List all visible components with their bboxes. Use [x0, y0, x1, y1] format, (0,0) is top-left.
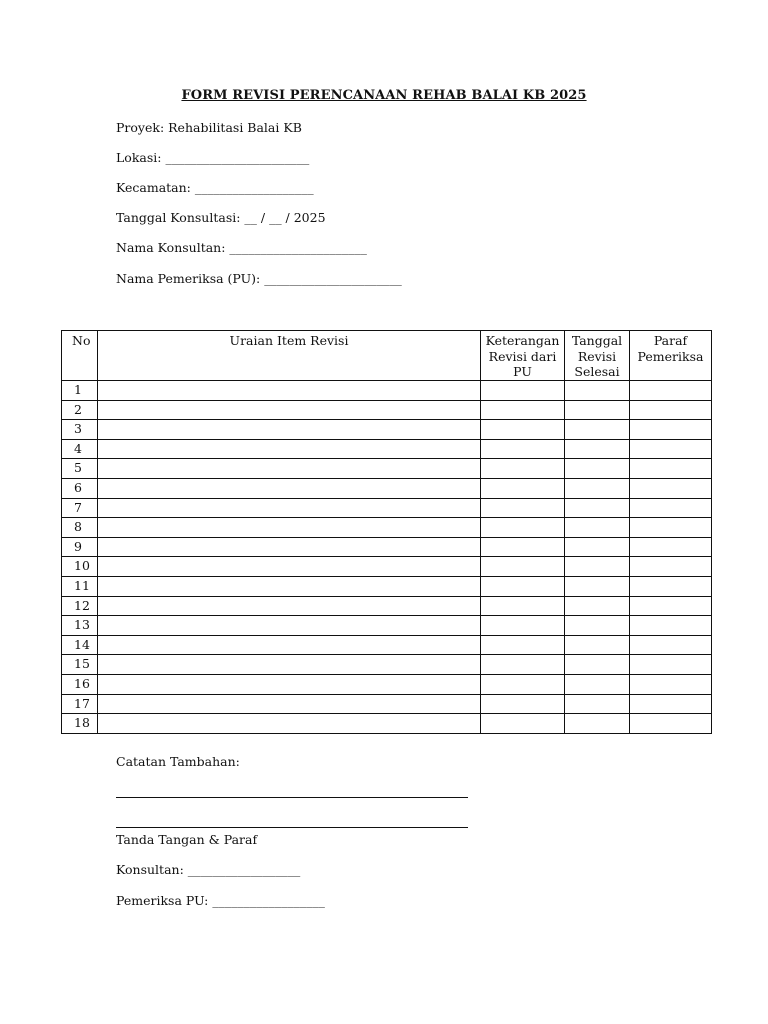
- uraian-cell[interactable]: [98, 478, 481, 498]
- catatan-line-1[interactable]: [116, 797, 468, 798]
- keterangan-cell[interactable]: [481, 694, 565, 714]
- paraf-cell[interactable]: [630, 576, 712, 596]
- uraian-cell[interactable]: [98, 714, 481, 734]
- header-keterangan: Keterangan Revisi dari PU: [481, 331, 565, 381]
- uraian-cell[interactable]: [98, 381, 481, 401]
- row-number-cell: 11: [62, 576, 98, 596]
- tanggal-cell[interactable]: [565, 714, 630, 734]
- paraf-cell[interactable]: [630, 674, 712, 694]
- keterangan-cell[interactable]: [481, 478, 565, 498]
- keterangan-cell[interactable]: [481, 655, 565, 675]
- header-uraian: Uraian Item Revisi: [98, 331, 481, 381]
- header-no: No: [62, 331, 98, 381]
- field-nama-pemeriksa: Nama Pemeriksa (PU): ______________________: [116, 271, 402, 286]
- catatan-label: Catatan Tambahan:: [116, 754, 240, 769]
- table-row: [62, 714, 712, 734]
- row-number-cell: 12: [62, 596, 98, 616]
- row-number-cell: 6: [62, 478, 98, 498]
- keterangan-cell[interactable]: [481, 557, 565, 577]
- paraf-cell[interactable]: [630, 714, 712, 734]
- table-row: [62, 381, 712, 401]
- paraf-cell[interactable]: [630, 694, 712, 714]
- keterangan-cell[interactable]: [481, 714, 565, 734]
- table-row: [62, 694, 712, 714]
- keterangan-cell[interactable]: [481, 596, 565, 616]
- table-row: [62, 400, 712, 420]
- row-number-cell: 1: [62, 381, 98, 401]
- paraf-cell[interactable]: [630, 518, 712, 538]
- row-number-cell: 9: [62, 537, 98, 557]
- paraf-cell[interactable]: [630, 616, 712, 636]
- row-number-cell: 13: [62, 616, 98, 636]
- header-tanggal: Tanggal Revisi Selesai: [565, 331, 630, 381]
- paraf-cell[interactable]: [630, 381, 712, 401]
- row-number-cell: 14: [62, 635, 98, 655]
- uraian-cell[interactable]: [98, 459, 481, 479]
- form-title: FORM REVISI PERENCANAAN REHAB BALAI KB 2025: [181, 88, 587, 103]
- uraian-cell[interactable]: [98, 557, 481, 577]
- keterangan-cell[interactable]: [481, 498, 565, 518]
- uraian-cell[interactable]: [98, 498, 481, 518]
- keterangan-cell[interactable]: [481, 537, 565, 557]
- field-pemeriksa-pu-signature: Pemeriksa PU: __________________: [116, 893, 325, 908]
- paraf-cell[interactable]: [630, 655, 712, 675]
- row-number-cell: 15: [62, 655, 98, 675]
- row-number-cell: 7: [62, 498, 98, 518]
- row-number-cell: 18: [62, 714, 98, 734]
- field-proyek: Proyek: Rehabilitasi Balai KB: [116, 120, 302, 135]
- keterangan-cell[interactable]: [481, 635, 565, 655]
- paraf-cell[interactable]: [630, 557, 712, 577]
- row-number-cell: 3: [62, 420, 98, 440]
- paraf-cell[interactable]: [630, 400, 712, 420]
- tanggal-cell[interactable]: [565, 498, 630, 518]
- table-row: [62, 596, 712, 616]
- tanggal-cell[interactable]: [565, 616, 630, 636]
- table-row: [62, 537, 712, 557]
- tanggal-cell[interactable]: [565, 400, 630, 420]
- table-body: [62, 381, 712, 734]
- uraian-cell[interactable]: [98, 596, 481, 616]
- tanggal-cell[interactable]: [565, 537, 630, 557]
- paraf-cell[interactable]: [630, 635, 712, 655]
- keterangan-cell[interactable]: [481, 616, 565, 636]
- table-row: [62, 459, 712, 479]
- table-row: [62, 439, 712, 459]
- paraf-cell[interactable]: [630, 537, 712, 557]
- tanggal-cell[interactable]: [565, 439, 630, 459]
- uraian-cell[interactable]: [98, 616, 481, 636]
- table-row: [62, 557, 712, 577]
- field-konsultan-signature: Konsultan: __________________: [116, 862, 301, 877]
- row-number-cell: 10: [62, 557, 98, 577]
- tanggal-cell[interactable]: [565, 478, 630, 498]
- uraian-cell[interactable]: [98, 694, 481, 714]
- paraf-cell[interactable]: [630, 459, 712, 479]
- keterangan-cell[interactable]: [481, 459, 565, 479]
- uraian-cell[interactable]: [98, 439, 481, 459]
- tanggal-cell[interactable]: [565, 459, 630, 479]
- tanggal-cell[interactable]: [565, 557, 630, 577]
- paraf-cell[interactable]: [630, 439, 712, 459]
- keterangan-cell[interactable]: [481, 439, 565, 459]
- table-row: [62, 616, 712, 636]
- catatan-line-2[interactable]: [116, 827, 468, 828]
- row-number-cell: 5: [62, 459, 98, 479]
- row-number-cell: 17: [62, 694, 98, 714]
- tanggal-cell[interactable]: [565, 518, 630, 538]
- field-tanggal-konsultasi: Tanggal Konsultasi: __ / __ / 2025: [116, 210, 326, 225]
- tanggal-cell[interactable]: [565, 635, 630, 655]
- keterangan-cell[interactable]: [481, 518, 565, 538]
- header-paraf: Paraf Pemeriksa: [630, 331, 712, 381]
- paraf-cell[interactable]: [630, 498, 712, 518]
- tanggal-cell[interactable]: [565, 694, 630, 714]
- table-row: [62, 674, 712, 694]
- field-lokasi: Lokasi: _______________________: [116, 150, 310, 165]
- tanggal-cell[interactable]: [565, 381, 630, 401]
- table-row: [62, 635, 712, 655]
- table-row: [62, 478, 712, 498]
- revision-table: [61, 330, 712, 734]
- paraf-cell[interactable]: [630, 596, 712, 616]
- keterangan-cell[interactable]: [481, 381, 565, 401]
- keterangan-cell[interactable]: [481, 674, 565, 694]
- table-row: [62, 420, 712, 440]
- uraian-cell[interactable]: [98, 420, 481, 440]
- row-number-cell: 4: [62, 439, 98, 459]
- keterangan-cell[interactable]: [481, 576, 565, 596]
- table-row: [62, 655, 712, 675]
- uraian-cell[interactable]: [98, 518, 481, 538]
- tanggal-cell[interactable]: [565, 420, 630, 440]
- paraf-cell[interactable]: [630, 420, 712, 440]
- row-number-cell: 16: [62, 674, 98, 694]
- field-kecamatan: Kecamatan: ___________________: [116, 180, 314, 195]
- keterangan-cell[interactable]: [481, 420, 565, 440]
- table-row: [62, 518, 712, 538]
- tanggal-cell[interactable]: [565, 576, 630, 596]
- tanggal-cell[interactable]: [565, 674, 630, 694]
- uraian-cell[interactable]: [98, 537, 481, 557]
- table-row: [62, 576, 712, 596]
- field-nama-konsultan: Nama Konsultan: ______________________: [116, 240, 367, 255]
- paraf-cell[interactable]: [630, 478, 712, 498]
- row-number-cell: 8: [62, 518, 98, 538]
- table-header-row: [62, 331, 712, 381]
- tanggal-cell[interactable]: [565, 655, 630, 675]
- uraian-cell[interactable]: [98, 635, 481, 655]
- tanggal-cell[interactable]: [565, 596, 630, 616]
- uraian-cell[interactable]: [98, 674, 481, 694]
- row-number-cell: 2: [62, 400, 98, 420]
- keterangan-cell[interactable]: [481, 400, 565, 420]
- table-row: [62, 498, 712, 518]
- uraian-cell[interactable]: [98, 400, 481, 420]
- uraian-cell[interactable]: [98, 655, 481, 675]
- uraian-cell[interactable]: [98, 576, 481, 596]
- tanda-tangan-label: Tanda Tangan & Paraf: [116, 832, 258, 847]
